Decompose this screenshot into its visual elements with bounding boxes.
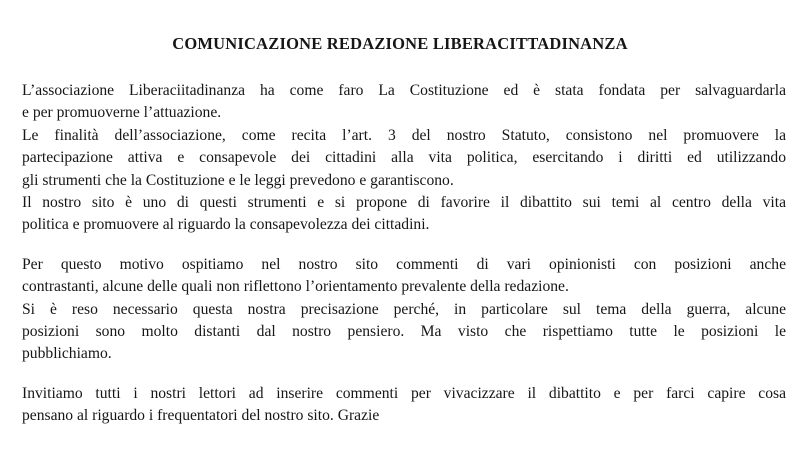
text-line: pubblichiamo. [22,345,112,363]
text-line: posizioni sono molto distanti dal nostro pensiero. Ma visto che rispettiamo tutte le posizioni le [22,323,786,341]
text-line: pensano al riguardo i frequentatori del nostro sito. Grazie [22,407,380,425]
text-line: politica e promuovere al riguardo la consapevolezza dei cittadini. [22,216,430,234]
text-block [22,254,786,366]
paragraph [22,299,786,366]
text-line: gli strumenti che la Costituzione e le leggi prevedono e garantiscono. [22,171,454,189]
text-line: e per promuoverne l’attuazione. [22,104,222,122]
paragraph [22,125,786,192]
text-line: Invitiamo tutti i nostri lettori ad inserire commenti per vivacizzare il dibattito e per farci capire cosa [22,384,786,402]
paragraph [22,254,786,299]
document-body [0,80,800,428]
paragraph [22,192,786,237]
text-line: Per questo motivo ospitiamo nel nostro sito commenti di vari opinionisti con posizioni anche [22,255,786,273]
text-line: contrastanti, alcune delle quali non riflettono l’orientamento prevalente della redazione. [22,278,569,296]
paragraph [22,80,786,125]
text-line: L’associazione Liberaciitadinanza ha come faro La Costituzione ed è stata fondata per salvaguardarla [22,82,786,99]
paragraph [22,383,786,428]
document-title: COMUNICAZIONE REDAZIONE LIBERACITTADINANZA [172,34,628,53]
text-block [22,80,786,237]
text-line: partecipazione attiva e consapevole dei cittadini alla vita politica, esercitando i diritti ed utilizzando [22,149,786,167]
text-block [22,383,786,428]
text-line: Il nostro sito è uno di questi strumenti e si propone di favorire il dibattito sui temi al centro della vita [22,194,786,212]
text-line: Le finalità dell’associazione, come recita l’art. 3 del nostro Statuto, consistono nel promuovere la [22,126,786,144]
text-line: Si è reso necessario questa nostra precisazione perché, in particolare sul tema della guerra, alcune [22,300,786,318]
